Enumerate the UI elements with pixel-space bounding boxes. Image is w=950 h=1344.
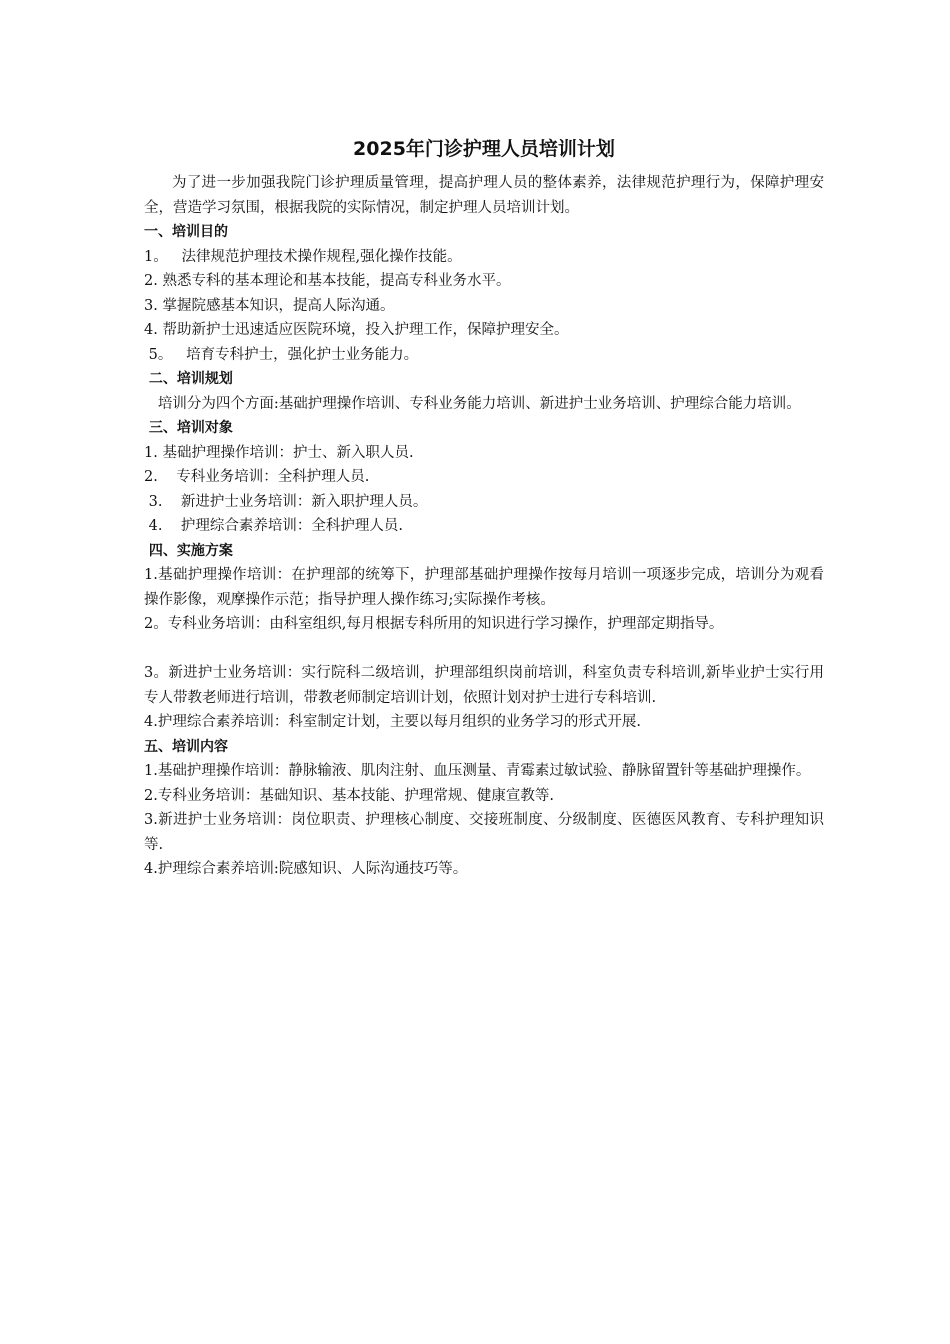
- list-item: 4. 帮助新护士迅速适应医院环境，投入护理工作，保障护理安全。: [144, 322, 569, 338]
- section-heading: 二、培训规划: [144, 371, 233, 387]
- list-item: 3。新进护士业务培训：实行院科二级培训，护理部组织岗前培训，科室负责专科培训,新毕业护士实行用专人带教老师进行培训，带教老师制定培训计划，依照计划对护士进行专科培训.: [144, 665, 824, 706]
- section-purpose: [144, 220, 824, 367]
- section-heading: 三、培训对象: [144, 420, 233, 436]
- list-item: 5。 培育专科护士，强化护士业务能力。: [144, 346, 419, 363]
- list-item: 1.基础护理操作培训：静脉输液、肌肉注射、血压测量、青霉素过敏试验、静脉留置针等基础护理操作。: [144, 763, 811, 779]
- list-item: 3.新进护士业务培训：岗位职责、护理核心制度、交接班制度、分级制度、医德医风教育、专科护理知识等.: [144, 812, 824, 853]
- list-item: 3. 掌握院感基本知识，提高人际沟通。: [144, 297, 395, 314]
- list-item: 2. 专科业务培训：全科护理人员.: [144, 469, 370, 485]
- document-title: 2025年门诊护理人员培训计划: [353, 138, 615, 160]
- list-item: 1. 基础护理操作培训：护士、新入职人员.: [144, 444, 414, 461]
- blank-line: [144, 637, 824, 662]
- list-item: 2。专科业务培训：由科室组织,每月根据专科所用的知识进行学习操作，护理部定期指导。: [144, 616, 724, 632]
- section-content: [144, 735, 824, 882]
- section-heading: 五、培训内容: [144, 738, 228, 755]
- section-heading: 四、实施方案: [144, 542, 233, 559]
- document-body: [144, 133, 824, 882]
- intro-paragraph: 为了进一步加强我院门诊护理质量管理，提高护理人员的整体素养，法律规范护理行为，保障护理安全，营造学习氛围，根据我院的实际情况，制定护理人员培训计划。: [144, 175, 824, 216]
- list-item: 4. 护理综合素养培训：全科护理人员.: [144, 518, 403, 534]
- list-item: 培训分为四个方面:基础护理操作培训、专科业务能力培训、新进护士业务培训、护理综合能力培训。: [144, 395, 801, 412]
- section-implementation: [144, 539, 824, 735]
- list-item: 4.护理综合素养培训：科室制定计划，主要以每月组织的业务学习的形式开展.: [144, 714, 641, 730]
- list-item: 2.专科业务培训：基础知识、基本技能、护理常规、健康宣教等.: [144, 787, 554, 804]
- list-item: 2. 熟悉专科的基本理论和基本技能，提高专科业务水平。: [144, 273, 511, 289]
- section-plan: [144, 367, 824, 416]
- list-item: 1。 法律规范护理技术操作规程,强化操作技能。: [144, 248, 462, 265]
- section-audience: [144, 416, 824, 539]
- list-item: 3. 新进护士业务培训：新入职护理人员。: [144, 493, 428, 510]
- list-item: 4.护理综合素养培训:院感知识、人际沟通技巧等。: [144, 861, 468, 877]
- section-heading: 一、培训目的: [144, 224, 228, 240]
- list-item: 1.基础护理操作培训：在护理部的统筹下，护理部基础护理操作按每月培训一项逐步完成，培训分为观看操作影像，观摩操作示范；指导护理人操作练习;实际操作考核。: [144, 567, 824, 608]
